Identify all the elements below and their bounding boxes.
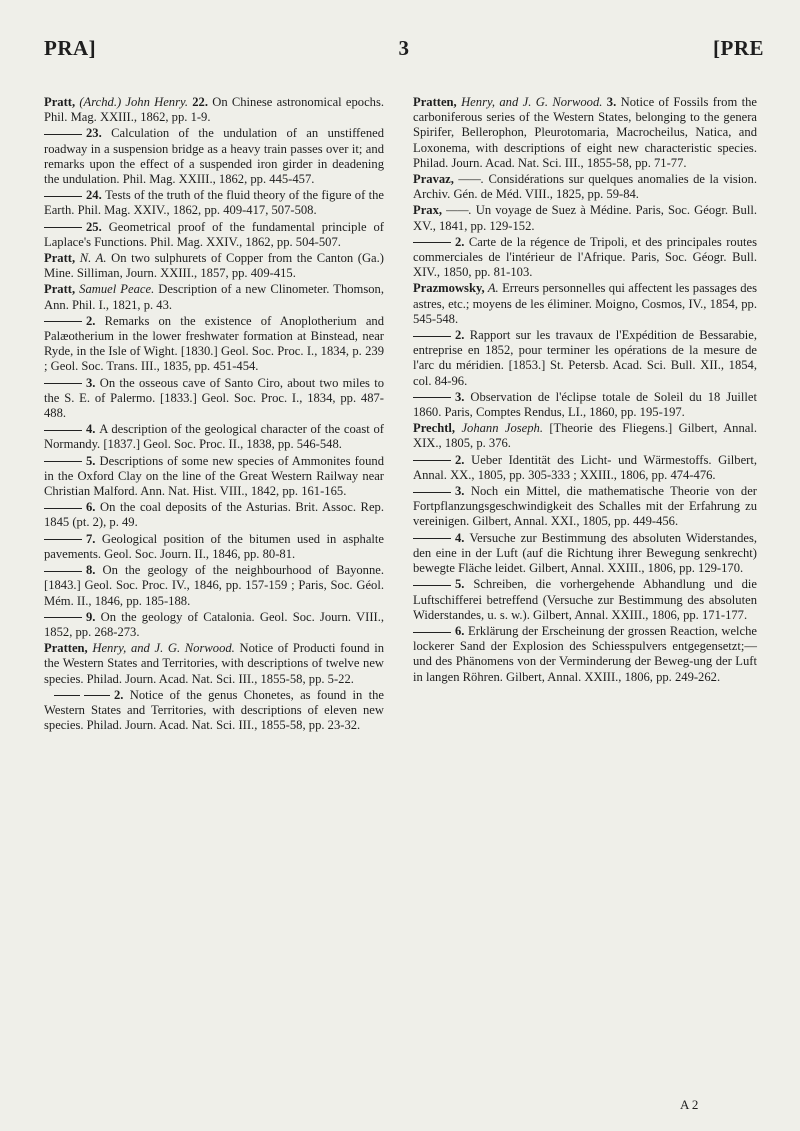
bibliography-entry [413, 421, 757, 451]
author-rest: Johann Joseph. [455, 421, 550, 436]
ditto-dash [413, 538, 451, 539]
ditto-dash [44, 571, 82, 572]
bibliography-subentry [413, 453, 757, 483]
ditto-dash [413, 492, 451, 493]
author-rest: (Archd.) John Henry. [75, 95, 193, 109]
entry-text: On two sulphurets of Copper from the Canton (Ga.) Mine. Silliman, Journ. XXIII., 1857, pp. 409-415. [44, 251, 384, 281]
entry-number: 8. [86, 563, 103, 578]
signature-mark: A 2 [680, 1097, 699, 1112]
ditto-dash [84, 695, 110, 696]
entry-text: Ueber Identität des Licht- und Wärmestoffs. Gilbert, Annal. XX., 1805, pp. 305-333 ; XXIII., 1806, pp. 474-476. [413, 452, 758, 482]
author-name: Pratt, [44, 95, 76, 109]
entry-number: 25. [86, 219, 109, 234]
ditto-dash [44, 508, 82, 509]
author-name: Pratt, [44, 251, 76, 266]
author-rest: N. A. [75, 251, 112, 266]
bibliography-entry [413, 95, 757, 171]
bibliography-subentry [44, 126, 384, 187]
entry-number: 6. [86, 500, 101, 515]
entry-text: On the coal deposits of the Asturias. Brit. Assoc. Rep. 1845 (pt. 2), p. 49. [44, 500, 384, 530]
author-name: Prazmowsky, [413, 281, 485, 296]
entry-text: A description of the geological character of the coast of Normandy. [1837.] Geol. Soc. Proc. II., 1838, pp. 546-548. [44, 422, 385, 452]
bibliography-entry [413, 203, 757, 233]
bibliography-subentry [413, 531, 757, 577]
entry-text: On Chinese astronomical epochs. Phil. Mag. XXIII., 1862, pp. 1-9. [44, 95, 385, 125]
bibliography-subentry [44, 422, 384, 452]
header-right-guide: [PRE [713, 36, 764, 60]
entry-text: Erklärung der Erscheinung der grossen Reaction, welche lockerer Sand der Explosion des Schiesspulvers entgegensetzt;—und des Phänomens von der Verminderung der Beweg-ung der Luft in langen Röhren. Gilbert, Annal. XXIII., 1806, pp. 249-262. [413, 623, 758, 684]
entry-number: 2. [455, 452, 472, 467]
entry-text: Remarks on the existence of Anoplotherium and Palæotherium in the lower freshwater formation at Binstead, near Ryde, in the Isle of Wight. [1830.] Geol. Soc. Proc. I., 1834, p. 239 ; Geol. Soc. Trans. III., 1835, pp. 451-454. [44, 313, 384, 374]
author-rest: ——. [453, 172, 489, 187]
bibliography-entry [44, 641, 384, 687]
ditto-dash [413, 397, 451, 398]
author-name: Pratt, [44, 282, 76, 297]
bibliography-subentry [413, 390, 757, 420]
entry-text: Rapport sur les travaux de l'Expédition de Bessarabie, entreprise en 1852, pour terminer les opérations de la mesure de l'arc du méridien. [1853.] St. Petersb. Acad. Sci. Bull. XII., 1854, col. 84-96. [413, 328, 758, 388]
bibliography-subentry [44, 610, 384, 640]
entry-text: On the geology of Catalonia. Geol. Soc. Journ. VIII., 1852, pp. 268-273. [44, 609, 384, 639]
ditto-dash [413, 336, 451, 337]
entry-number: 6. [455, 623, 469, 638]
entry-text: Tests of the truth of the fluid theory of the figure of the Earth. Phil. Mag. XXIV., 1862, pp. 409-417, 507-508. [44, 188, 385, 218]
ditto-dash [54, 695, 80, 696]
entry-text: Noch ein Mittel, die mathematische Theorie von der Fortpflanzungsgeschwindigkeit des Schalles mit der Erfahrung zu vereinigen. Gilbert, Annal. XXI., 1805, pp. 449-456. [413, 484, 757, 529]
ditto-dash [44, 461, 82, 462]
ditto-dash [413, 585, 451, 586]
entry-number: 7. [86, 531, 102, 546]
bibliography-subentry [44, 532, 384, 562]
author-rest: A. [484, 281, 503, 296]
author-rest: ——. [442, 203, 476, 218]
ditto-dash [413, 242, 451, 243]
ditto-dash [413, 632, 451, 633]
entry-number: 3. [455, 389, 471, 404]
author-name: Pratten, [44, 641, 88, 656]
entry-number: 3. [86, 375, 100, 390]
bibliography-subentry [413, 577, 757, 623]
entry-number: 5. [86, 453, 100, 468]
bibliography-subentry [413, 235, 757, 281]
bibliography-subentry [44, 688, 384, 734]
entry-number: 23. [86, 126, 112, 141]
entry-text: Notice of Producti found in the Western States and Territories, with descriptions of twelve new species. Philad. Journ. Acad. Nat. Sci. III., 1855-58, pp. 5-22. [44, 641, 384, 686]
author-name: Pratten, [413, 95, 457, 109]
entry-text: On the geology of the neighbourhood of Bayonne. [1843.] Geol. Soc. Proc. IV., 1846, pp. 157-159 ; Paris, Soc. Géol. Mém. II., 1846, pp. 185-188. [44, 563, 384, 608]
entry-number: 24. [86, 188, 106, 203]
entry-number: 3. [606, 95, 621, 109]
ditto-dash [44, 134, 82, 135]
author-name: Prax, [413, 203, 443, 218]
ditto-dash [44, 196, 82, 197]
entry-text: Considérations sur quelques anomalies de la vision. Archiv. Gén. de Méd. VIII., 1825, pp. 59-84. [413, 172, 758, 202]
right-column [413, 95, 757, 686]
entry-number: 2. [114, 687, 130, 702]
bibliography-entry [413, 172, 757, 202]
entry-text: On the osseous cave of Santo Ciro, about two miles to the S. E. of Palermo. [1833.] Geol. Soc. Proc. I., 1834, pp. 487-488. [44, 375, 385, 421]
header-left-guide: PRA] [44, 36, 97, 60]
ditto-dash [44, 227, 82, 228]
author-name: Prechtl, [413, 421, 456, 436]
bibliography-entry [44, 282, 384, 312]
bibliography-subentry [44, 454, 384, 500]
ditto-dash [413, 460, 451, 461]
entry-text: Carte de la régence de Tripoli, et des principales routes commerciales de l'intérieur de l'Afrique. Paris, Soc. Géogr. Bull. XIV., 1850, pp. 81-103. [413, 234, 757, 280]
entry-number: 9. [86, 609, 101, 624]
ditto-dash [44, 321, 82, 322]
entry-number: 22. [192, 95, 213, 109]
entry-text: Notice of the genus Chonetes, as found in the Western States and Territories, with descriptions of eleven new species. Philad. Journ. Acad. Nat. Sci. III., 1855-58, pp. 23-32. [44, 687, 385, 733]
entry-text: Versuche zur Bestimmung des absoluten Widerstandes, den eine in der Luft (auf die Richtung ihrer Bewegung senkrecht) bewegte Fläche leidet. Gilbert, Annal. XXIII., 1806, pp. 129-170. [413, 530, 758, 576]
bibliography-entry [413, 281, 757, 327]
entry-text: Un voyage de Suez à Médine. Paris, Soc. Géogr. Bull. XV., 1841, pp. 129-152. [413, 203, 757, 233]
entry-text: Geometrical proof of the fundamental principle of Laplace's Functions. Phil. Mag. XXIV., 1862, pp. 504-507. [44, 219, 385, 249]
bibliography-subentry [413, 328, 757, 389]
bibliography-subentry [413, 484, 757, 530]
entry-text: Observation de l'éclipse totale de Soleil du 18 Juillet 1860. Paris, Comptes Rendus, LI., 1860, pp. 195-197. [413, 389, 757, 420]
page-header [44, 36, 764, 62]
entry-number: 4. [455, 530, 470, 545]
author-rest: Samuel Peace. [75, 282, 159, 297]
entry-text: Calculation of the undulation of an unstiffened roadway in a suspension bridge as a heavy train passes over it; and remarks upon the effect of a suspended iron girder in deadening the undulation. Phil. Mag. XXIII., 1862, pp. 445-457. [44, 126, 384, 187]
bibliography-subentry [44, 314, 384, 375]
bibliography-subentry [44, 188, 384, 218]
bibliography-subentry [44, 500, 384, 530]
ditto-dash [44, 617, 82, 618]
entry-number: 3. [455, 484, 471, 499]
entry-text: Notice of Fossils from the carboniferous series of the Western States, belonging to the genera Spirifer, Bellerophon, Pleurotomaria, Macrocheilus, Natica, and Loxonema, with descriptions of eight new characteristic species. Philad. Journ. Acad. Nat. Sci. III., 1855-58, pp. 71-77. [413, 95, 757, 170]
bibliography-subentry [44, 376, 384, 422]
bibliography-entry [44, 251, 384, 281]
entry-number: 2. [455, 328, 470, 343]
entry-number: 2. [86, 313, 105, 328]
ditto-dash [44, 430, 82, 431]
entry-text: Erreurs personnelles qui affectent les passages des astres, etc.; moyens de les éliminer. Moigno, Cosmos, IV., 1854, pp. 545-548. [413, 281, 757, 326]
author-rest: Henry, and J. G. Norwood. [456, 95, 607, 109]
entry-text: Description of a new Clinometer. Thomson, Ann. Phil. I., 1821, p. 43. [44, 282, 384, 312]
ditto-dash [44, 383, 82, 384]
bibliography-subentry [44, 563, 384, 609]
entry-text: Schreiben, die vorhergehende Abhandlung und die Luftschifferei betreffend (Versuche zur Bestimmung des absoluten Widerstandes, u. s. w.). Gilbert, Annal. XXIII., 1806, pp. 171-177. [413, 577, 758, 622]
author-rest: Henry, and J. G. Norwood. [87, 641, 240, 656]
author-name: Pravaz, [413, 172, 454, 187]
bibliography-subentry [44, 220, 384, 250]
entry-number: 4. [86, 422, 100, 437]
left-column [44, 95, 384, 734]
bibliography-entry [44, 95, 384, 125]
entry-number: 5. [455, 577, 474, 592]
bibliography-subentry [413, 624, 757, 685]
entry-text: [Theorie des Fliegens.] Gilbert, Annal. XIX., 1805, p. 376. [413, 421, 757, 451]
entry-text: Descriptions of some new species of Ammonites found in the Oxford Clay on the line of the Great Western Railway near Christian Malford. Ann. Nat. Hist. VIII., 1842, pp. 161-165. [44, 453, 384, 499]
ditto-dash [44, 539, 82, 540]
page-number: 3 [398, 36, 410, 60]
entry-text: Geological position of the bitumen used in asphalte pavements. Geol. Soc. Journ. II., 1846, pp. 80-81. [44, 531, 384, 561]
entry-number: 2. [455, 234, 469, 249]
